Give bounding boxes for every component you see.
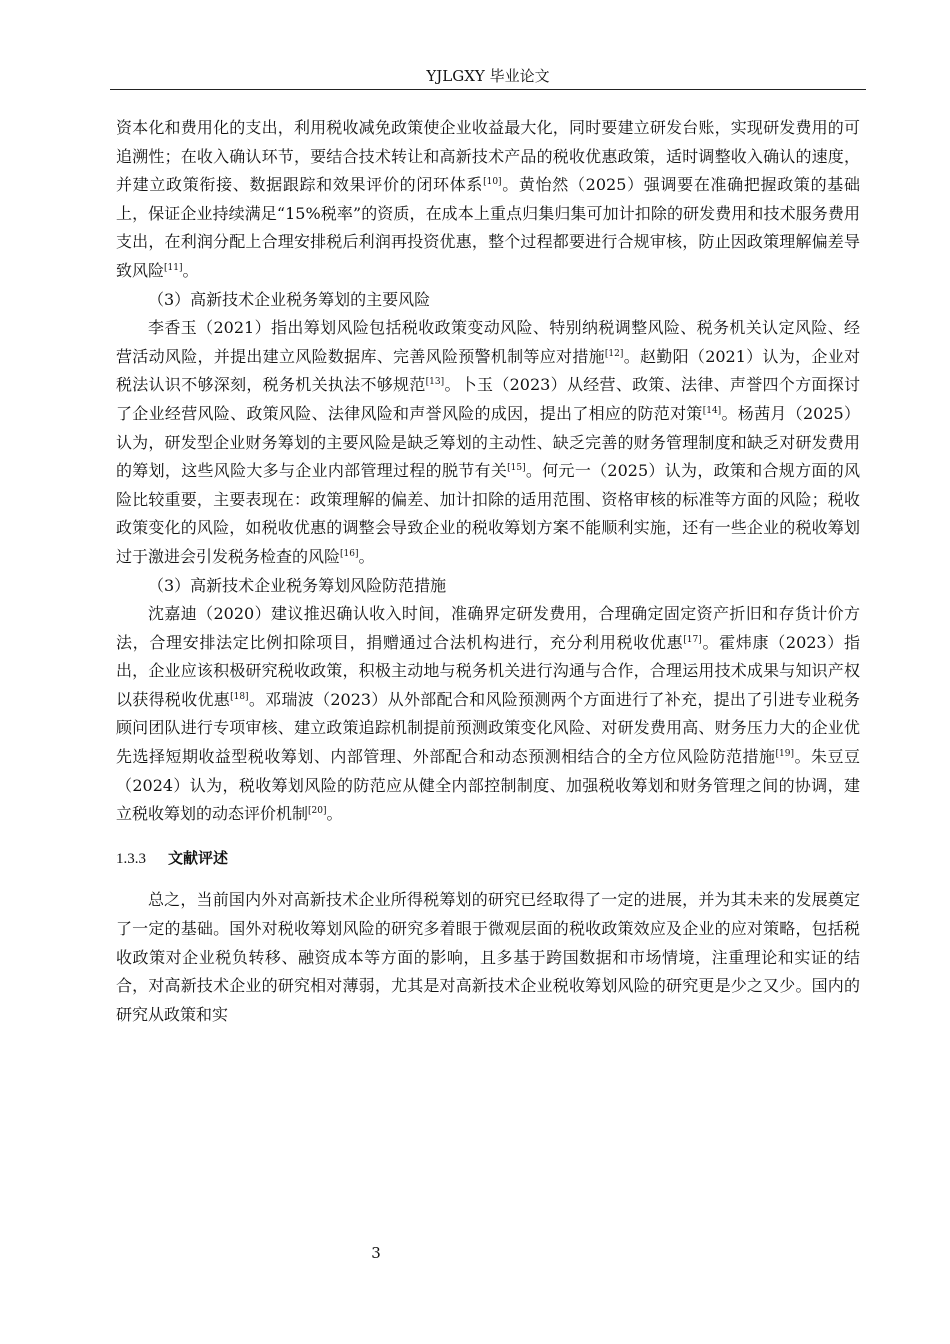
text-run: 。黄怡然（2025）强调要在准确把握政策的基础上，保证企业持续满足“15%税率”的资质，在成本上重点归集归集可加计扣除的研发费用和技术服务费用支出，在利润分配上合理安排税后利润再投资优惠，整个过程都要进行合规审核，防止因政策理解偏差导致风险 — [116, 175, 860, 280]
citation-ref: [15] — [507, 463, 526, 474]
text-run: 。朱豆豆（2024）认为，税收筹划风险的防范应从健全内部控制制度、加强税收筹划和财务管理之间的协调，建立税收筹划的动态评价机制 — [116, 747, 860, 824]
paragraph-main-risks — [116, 314, 860, 571]
citation-ref: [20] — [308, 806, 327, 817]
citation-ref: [14] — [702, 405, 722, 416]
section-title: 文献评述 — [168, 848, 229, 867]
text-run: 。 — [326, 804, 343, 824]
paragraph-risk-prevention — [116, 600, 860, 829]
citation-ref: [18] — [230, 691, 249, 702]
text-run: 。赵勤阳（2021）认为，企业对税法认识不够深刻，税务机关执法不够规范 — [116, 346, 860, 395]
text-run: 。何元一（2025）认为，政策和合规方面的风险比较重要，主要表现在：政策理解的偏差、加计扣除的适用范围、资格审核的标准等方面的风险；税收政策变化的风险，如税收优惠的调整会导致企业的税收筹划方案不能顺利实施，还有一些企业的税收筹划过于激进会引发税务检查的风险 — [116, 461, 860, 566]
subheading-main-risks: （3）高新技术企业税务筹划的主要风险 — [148, 289, 431, 309]
paragraph-continuation — [116, 114, 860, 286]
text-run: 。卜玉（2023）从经营、政策、法律、声誉四个方面探讨了企业经营风险、政策风险、法律风险和声誉风险的成因，提出了相应的防范对策 — [116, 375, 860, 423]
text-run: 。 — [182, 260, 199, 280]
text-run: 。邓瑞波（2023）从外部配合和风险预测两个方面进行了补充，提出了引进专业税务顾问团队进行专项审核、建立政策追踪机制提前预测政策变化风险、对研发费用高、财务压力大的企业优先选择短期收益型税收筹划、内部管理、外部配合和动态预测相结合的全方位风险防范措施 — [116, 689, 860, 767]
text-run: 。杨茜月（2025）认为，研发型企业财务筹划的主要风险是缺乏筹划的主动性、缺乏完善的财务管理制度和缺乏对研发费用的筹划，这些风险大多与企业内部管理过程的脱节有关 — [116, 403, 860, 481]
text-run: 资本化和费用化的支出，利用税收减免政策使企业收益最大化，同时要建立研发台账，实现研发费用的可追溯性；在收入确认环节，要结合技术转让和高新技术产品的税收优惠政策，适时调整收入确认的速度，并建立政策衔接、数据跟踪和效果评价的闭环体系 — [116, 118, 860, 195]
paragraph-literature-review: 总之，当前国内外对高新技术企业所得税筹划的研究已经取得了一定的进展，并为其未来的发展奠定了一定的基础。国外对税收筹划风险的研究多着眼于微观层面的税收政策效应及企业的应对策略，包括税收政策对企业税负转移、融资成本等方面的影响，且多基于跨国数据和市场情境，注重理论和实证的结合，对高新技术企业的研究相对薄弱，尤其是对高新技术企业税收筹划风险的研究更是少之又少。国内的研究从政策和实 — [116, 890, 860, 1024]
text-run: 。霍炜康（2023）指出，企业应该积极研究税收政策，积极主动地与税务机关进行沟通与合作，合理运用技术成果与知识产权以获得税收优惠 — [116, 632, 860, 709]
section-number: 1.3.3 — [116, 850, 146, 867]
citation-ref: [16] — [340, 548, 359, 559]
citation-ref: [10] — [483, 177, 502, 188]
page-header: YJLGXY 毕业论文 — [110, 66, 866, 90]
citation-ref: [12] — [604, 348, 624, 359]
section-heading — [116, 844, 860, 874]
text-run: 。 — [358, 546, 375, 566]
text-run: 李香玉（2021）指出筹划风险包括税收政策变动风险、特别纳税调整风险、税务机关认定风险、经营活动风险，并提出建立风险数据库、完善风险预警机制等应对措施 — [116, 318, 860, 366]
text-run: 沈嘉迪（2020）建议推迟确认收入时间，准确界定研发费用，合理确定固定资产折旧和存货计价方法，合理安排法定比例扣除项目，捐赠通过合法机构进行，充分利用税收优惠 — [116, 604, 860, 652]
citation-ref: [13] — [425, 377, 445, 388]
citation-ref: [17] — [683, 634, 702, 645]
page-number: 3 — [371, 1244, 381, 1262]
citation-ref: [19] — [775, 749, 795, 760]
body-content — [116, 114, 860, 1029]
subheading-risk-prevention: （3）高新技术企业税务筹划风险防范措施 — [148, 575, 447, 595]
citation-ref: [11] — [164, 262, 183, 273]
